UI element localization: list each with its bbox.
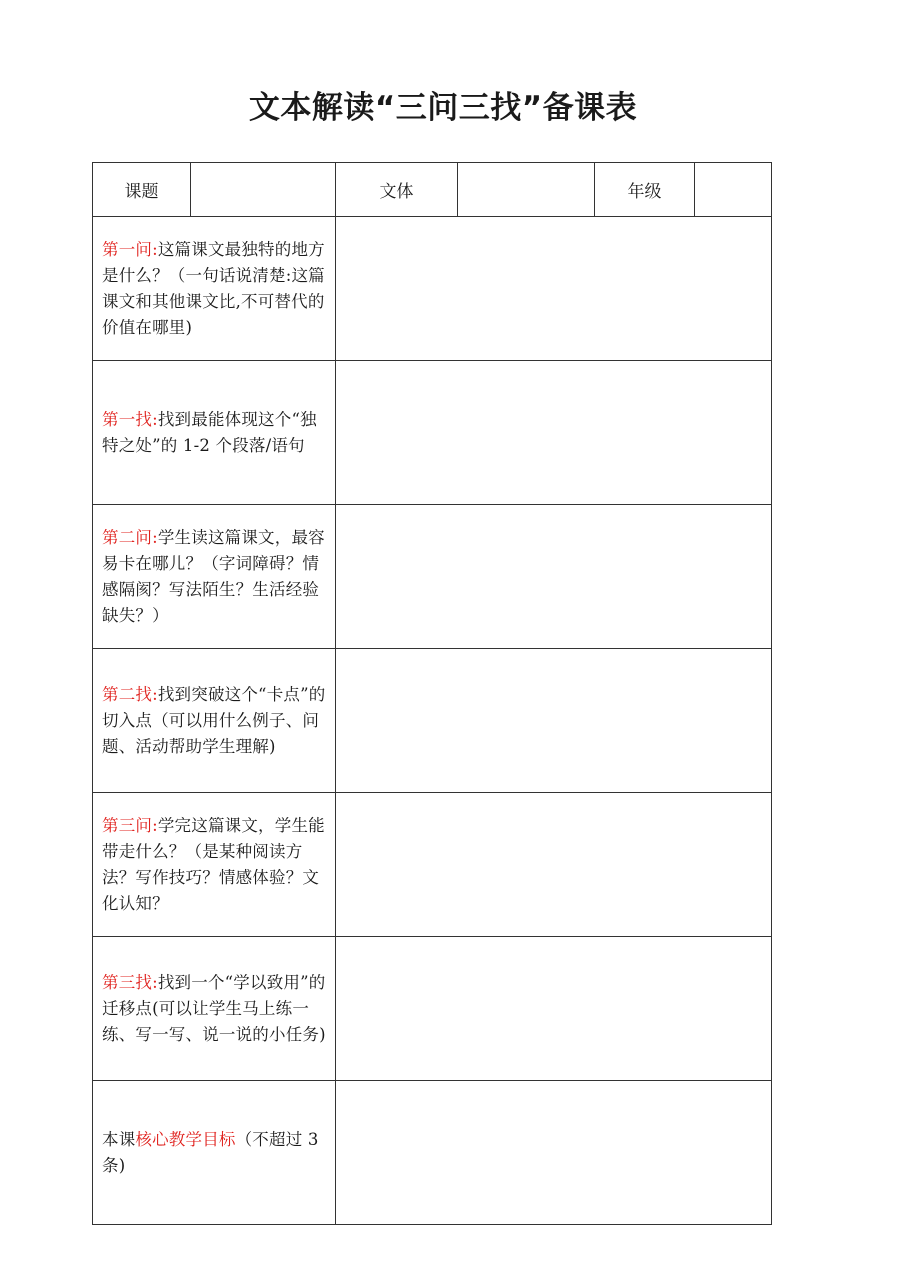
question-prefix: 第三问:: [102, 815, 158, 835]
question-prefix: 第二问:: [102, 527, 158, 547]
question-cell: [93, 937, 336, 1081]
table-row: [93, 217, 772, 361]
question-body: 这篇课文最独特的地方是什么？（一句话说清楚:这篇课文和其他课文比,不可替代的价值在哪里): [102, 239, 325, 337]
grade-label: 年级: [595, 163, 695, 217]
question-cell: [93, 217, 336, 361]
goal-row: [93, 1081, 772, 1225]
question-body: 学生读这篇课文，最容易卡在哪儿？（字词障碍？情感隔阂？写法陌生？生活经验缺失？）: [102, 527, 325, 625]
question-cell: [93, 361, 336, 505]
question-body: 找到一个“学以致用”的迁移点(可以让学生马上练一练、写一写、说一说的小任务): [102, 972, 326, 1044]
table-row: [93, 937, 772, 1081]
goal-cell: [93, 1081, 336, 1225]
header-row: [93, 163, 772, 217]
table-row: [93, 649, 772, 793]
answer-cell[interactable]: [336, 505, 772, 649]
answer-cell[interactable]: [336, 361, 772, 505]
answer-cell[interactable]: [336, 937, 772, 1081]
goal-answer-cell[interactable]: [336, 1081, 772, 1225]
table-row: [93, 361, 772, 505]
question-body: 找到最能体现这个“独特之处”的 1-2 个段落/语句: [102, 409, 317, 455]
question-cell: [93, 505, 336, 649]
genre-cell[interactable]: [458, 163, 595, 217]
lesson-prep-table: [92, 162, 772, 1225]
question-prefix: 第二找:: [102, 684, 158, 704]
table-row: [93, 793, 772, 937]
page-title: 文本解读“三问三找”备课表: [248, 90, 638, 126]
goal-highlight: 核心教学目标: [135, 1129, 236, 1149]
goal-pre: 本课: [102, 1129, 136, 1149]
question-prefix: 第一找:: [102, 409, 158, 429]
topic-cell[interactable]: [191, 163, 336, 217]
question-prefix: 第一问:: [102, 239, 158, 259]
grade-cell[interactable]: [695, 163, 772, 217]
table-row: [93, 505, 772, 649]
answer-cell[interactable]: [336, 217, 772, 361]
question-prefix: 第三找:: [102, 972, 158, 992]
answer-cell[interactable]: [336, 649, 772, 793]
question-body: 学完这篇课文，学生能带走什么？（是某种阅读方法？写作技巧？情感体验？文化认知？: [102, 815, 325, 913]
genre-label: 文体: [336, 163, 458, 217]
topic-label: 课题: [93, 163, 191, 217]
question-cell: [93, 649, 336, 793]
question-cell: [93, 793, 336, 937]
question-body: 找到突破这个“卡点”的切入点（可以用什么例子、问题、活动帮助学生理解): [102, 684, 326, 756]
answer-cell[interactable]: [336, 793, 772, 937]
goal-post: （不超过 3 条): [102, 1129, 319, 1175]
